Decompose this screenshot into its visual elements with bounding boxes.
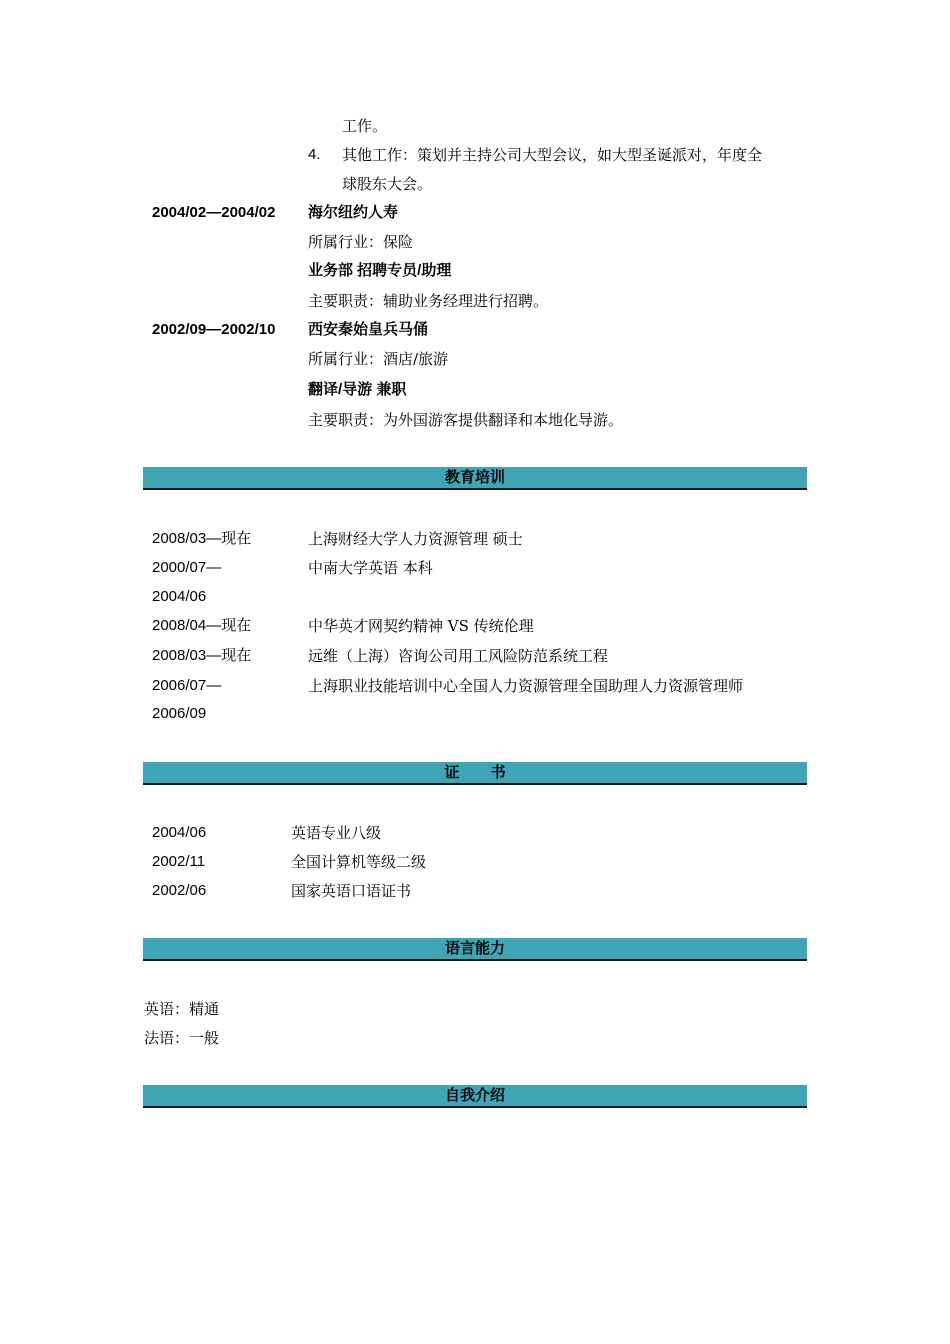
section-header-certificates: [143, 762, 807, 785]
education-date: 2008/03—现在: [152, 647, 252, 664]
education-text: 上海职业技能培训中心全国人力资源管理全国助理人力资源管理师: [308, 677, 744, 695]
education-text: 上海财经大学人力资源管理 硕士: [308, 530, 523, 548]
education-date: 2004/06: [152, 588, 207, 605]
work-entry-date: 2002/09—2002/10: [152, 321, 276, 338]
certificate-name: 英语专业八级: [291, 824, 382, 842]
section-title: 证 书: [444, 763, 506, 781]
work-entry-duty: 主要职责：为外国游客提供翻译和本地化导游。: [308, 411, 624, 429]
education-text: 中南大学英语 本科: [308, 559, 433, 577]
work-entry-industry: 所属行业：酒店/旅游: [308, 350, 449, 368]
education-text: 远维（上海）咨询公司用工风险防范系统工程: [308, 647, 609, 665]
certificate-date: 2002/11: [152, 853, 206, 870]
education-date: 2008/03—现在: [152, 530, 252, 547]
education-text: 中华英才网契约精神 VS 传统伦理: [308, 617, 534, 635]
certificate-name: 全国计算机等级二级: [291, 853, 427, 871]
language-item: 英语：精通: [144, 1000, 220, 1018]
education-date: 2006/09: [152, 705, 207, 722]
work-entry-position: 翻译/导游 兼职: [308, 381, 407, 398]
work-entry-date: 2004/02—2004/02: [152, 204, 276, 221]
education-date: 2000/07—: [152, 559, 222, 576]
certificate-date: 2004/06: [152, 824, 207, 841]
work-item4-line2: 球股东大会。: [342, 175, 433, 193]
section-header-languages: 语言能力: [143, 938, 807, 961]
work-entry-company: 西安秦始皇兵马俑: [308, 321, 429, 338]
section-header-self-intro: 自我介绍: [143, 1085, 807, 1108]
work-entry-company: 海尔纽约人寿: [308, 204, 399, 221]
work-entry-position: 业务部 招聘专员/助理: [308, 262, 452, 279]
education-date: 2008/04—现在: [152, 617, 252, 634]
section-header-education: 教育培训: [143, 467, 807, 490]
education-date: 2006/07—: [152, 677, 222, 694]
certificate-date: 2002/06: [152, 882, 207, 899]
language-item: 法语：一般: [144, 1029, 220, 1047]
work-item4-line1: 其他工作：策划并主持公司大型会议，如大型圣诞派对，年度全: [342, 146, 763, 164]
work-item4-number: 4.: [308, 146, 321, 163]
work-entry-duty: 主要职责：辅助业务经理进行招聘。: [308, 292, 549, 310]
work-entry-industry: 所属行业：保险: [308, 233, 414, 251]
work-item3-continuation: 工作。: [342, 117, 388, 135]
certificate-name: 国家英语口语证书: [291, 882, 412, 900]
